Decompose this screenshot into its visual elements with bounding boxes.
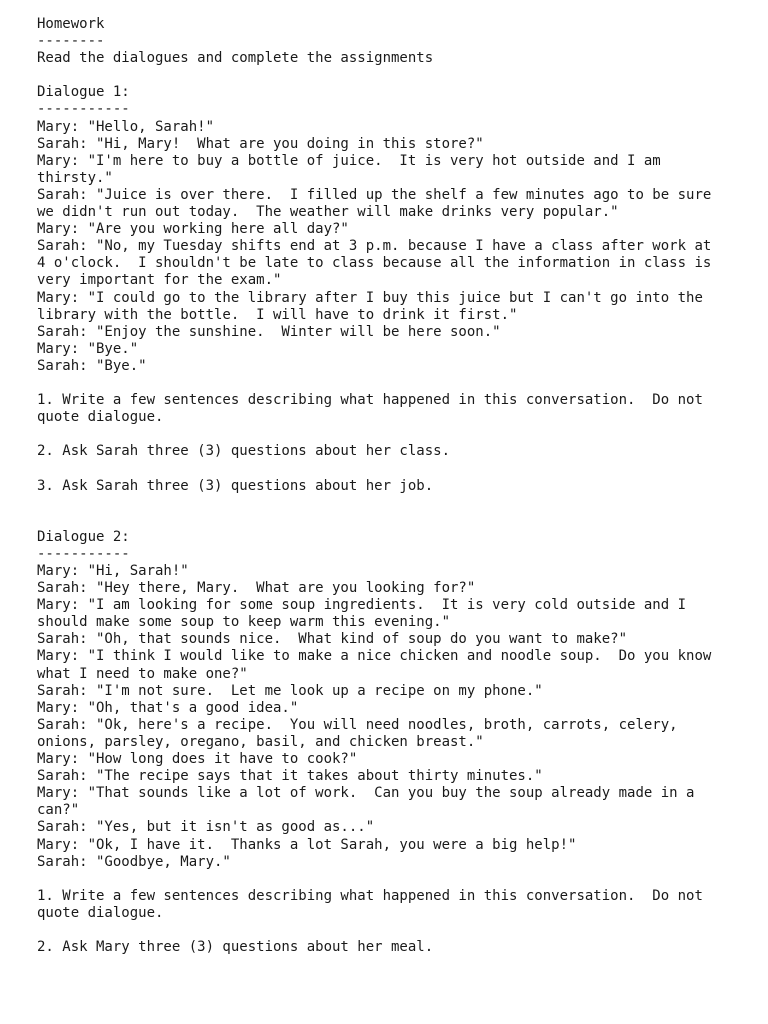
text-line: quote dialogue.	[37, 409, 164, 426]
text-line: Mary: "Bye."	[37, 340, 139, 357]
text-line	[37, 512, 737, 529]
homework-document	[37, 16, 737, 956]
text-line: 3. Ask Sarah three (3) questions about her job.	[37, 477, 434, 494]
text-line	[37, 871, 737, 888]
text-line: Mary: "Hi, Sarah!"	[37, 563, 189, 579]
text-line: Sarah: "The recipe says that it takes about thirty minutes."	[37, 768, 543, 785]
text-line: thirsty."	[37, 169, 113, 186]
text-line: Mary: "I could go to the library after I buy this juice but I can't go into the	[37, 289, 703, 306]
text-line: Sarah: "Hi, Mary! What are you doing in this store?"	[37, 135, 484, 152]
text-line: should make some soup to keep warm this evening."	[37, 614, 451, 631]
text-line: Sarah: "Ok, here's a recipe. You will need noodles, broth, carrots, celery,	[37, 716, 678, 733]
text-line	[37, 67, 737, 84]
text-line: Mary: "I am looking for some soup ingredients. It is very cold outside and I	[37, 597, 687, 614]
text-line: Dialogue 1:	[37, 84, 130, 101]
text-line: -----------	[37, 545, 130, 562]
text-line: 2. Ask Mary three (3) questions about her meal.	[37, 939, 434, 956]
text-line: 2. Ask Sarah three (3) questions about her class.	[37, 443, 451, 460]
text-line: quote dialogue.	[37, 904, 164, 921]
text-line: Mary: "Are you working here all day?"	[37, 221, 349, 238]
text-line: very important for the exam."	[37, 272, 282, 289]
text-line: can?"	[37, 802, 80, 819]
text-line: Sarah: "Oh, that sounds nice. What kind of soup do you want to make?"	[37, 631, 628, 648]
text-line	[37, 922, 737, 939]
text-line: library with the bottle. I will have to drink it first."	[37, 306, 518, 323]
text-line: we didn't run out today. The weather will make drinks very popular."	[37, 204, 619, 221]
text-line: onions, parsley, oregano, basil, and chicken breast."	[37, 733, 484, 750]
text-line: Sarah: "Yes, but it isn't as good as..."	[37, 819, 375, 836]
text-line	[37, 426, 737, 443]
text-line: Mary: "Ok, I have it. Thanks a lot Sarah, you were a big help!"	[37, 836, 577, 853]
text-line: 1. Write a few sentences describing what happened in this conversation. Do not	[37, 887, 703, 904]
text-line: Sarah: "Hey there, Mary. What are you looking for?"	[37, 580, 476, 597]
text-line: Read the dialogues and complete the assignments	[37, 50, 434, 67]
text-line: Sarah: "Bye."	[37, 357, 147, 374]
text-line: Sarah: "No, my Tuesday shifts end at 3 p.m. because I have a class after work at	[37, 238, 712, 255]
text-line: Dialogue 2:	[37, 528, 130, 545]
text-line: Sarah: "I'm not sure. Let me look up a recipe on my phone."	[37, 682, 543, 699]
text-line: Mary: "How long does it have to cook?"	[37, 751, 358, 768]
text-line: Mary: "Hello, Sarah!"	[37, 118, 215, 135]
text-line: Sarah: "Juice is over there. I filled up the shelf a few minutes ago to be sure	[37, 186, 712, 203]
text-line: 1. Write a few sentences describing what happened in this conversation. Do not	[37, 392, 703, 409]
text-line: Sarah: "Goodbye, Mary."	[37, 853, 231, 870]
text-line: what I need to make one?"	[37, 665, 248, 682]
text-line	[37, 460, 737, 477]
text-line: Mary: "I'm here to buy a bottle of juice. It is very hot outside and I am	[37, 152, 661, 169]
text-line: --------	[37, 33, 105, 50]
text-line	[37, 375, 737, 392]
text-line: Homework	[37, 16, 105, 32]
text-line: 4 o'clock. I shouldn't be late to class because all the information in class is	[37, 255, 712, 272]
text-line: Sarah: "Enjoy the sunshine. Winter will be here soon."	[37, 323, 501, 340]
text-line: -----------	[37, 101, 130, 118]
text-line	[37, 495, 737, 512]
text-line: Mary: "Oh, that's a good idea."	[37, 699, 299, 716]
text-line: Mary: "That sounds like a lot of work. Can you buy the soup already made in a	[37, 785, 695, 802]
text-line: Mary: "I think I would like to make a nice chicken and noodle soup. Do you know	[37, 648, 712, 665]
